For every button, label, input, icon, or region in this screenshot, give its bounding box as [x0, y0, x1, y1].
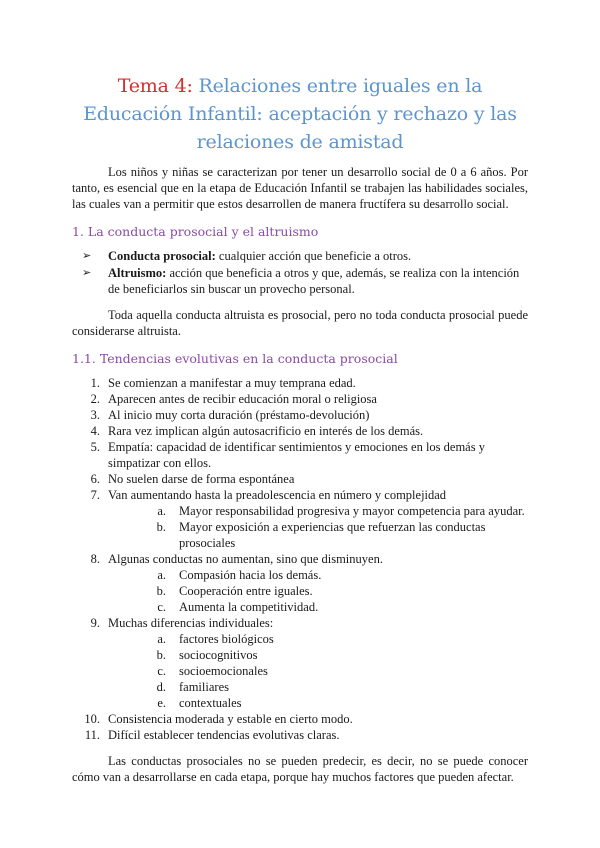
- sub-list: [108, 503, 528, 551]
- item-number: 5.: [90, 440, 100, 454]
- definition-list: [72, 248, 528, 297]
- sub-item-letter: a.: [157, 632, 166, 646]
- item-text: Van aumentando hasta la preadolescencia en número y complejidad: [108, 488, 447, 502]
- item-number: 7.: [90, 488, 100, 502]
- sub-item-text: Compasión hacia los demás.: [179, 568, 322, 582]
- item-text: Se comienzan a manifestar a muy temprana edad.: [108, 376, 356, 390]
- definition: acción que beneficia a otros y que, además, se realiza con la intención de beneficiarlos sin buscar un provecho personal.: [108, 266, 520, 296]
- sub-item-text: Aumenta la competitividad.: [179, 600, 319, 614]
- list-item: [72, 487, 528, 551]
- closing-paragraph: Las conductas prosociales no se pueden predecir, es decir, no se puede conocer cómo van a desarrollarse en cada etapa, porque hay muchos factores que pueden afectar.: [72, 754, 528, 784]
- sub-item-text: Mayor exposición a experiencias que refuerzan las conductas prosociales: [179, 520, 486, 550]
- item-text: Algunas conductas no aumentan, sino que disminuyen.: [108, 552, 383, 566]
- item-number: 6.: [90, 472, 100, 486]
- tendencies-list: [72, 375, 528, 743]
- section-1-paragraph: Toda aquella conducta altruista es prosocial, pero no toda conducta prosocial puede considerarse altruista.: [72, 308, 528, 338]
- sub-item-letter: b.: [156, 648, 166, 662]
- item-text: No suelen darse de forma espontánea: [108, 472, 295, 486]
- section-1-heading: 1. La conducta prosocial y el altruismo: [72, 224, 319, 239]
- page-title: [78, 72, 522, 156]
- sub-item-text: factores biológicos: [179, 632, 274, 646]
- sub-list-item: [108, 583, 528, 599]
- intro-paragraph: Los niños y niñas se caracterizan por tener un desarrollo social de 0 a 6 años. Por tanto, es esencial que en la etapa de Educación Infantil se trabajen las habilidades sociales, las cuales van a permitir que estos desarrollen de manera fructífera su desarrollo social.: [72, 165, 528, 211]
- item-text: Al inicio muy corta duración (préstamo-devolución): [108, 408, 370, 422]
- sub-list: [108, 567, 528, 615]
- sub-item-letter: d.: [156, 680, 166, 694]
- list-item: [72, 423, 528, 439]
- sub-item-letter: c.: [157, 600, 166, 614]
- item-text: Difícil establecer tendencias evolutivas claras.: [108, 728, 340, 742]
- sub-list: [108, 631, 528, 711]
- list-item: [72, 407, 528, 423]
- list-item: [72, 439, 528, 471]
- sub-list-item: [108, 503, 528, 519]
- list-item: [72, 375, 528, 391]
- list-item: [72, 391, 528, 407]
- arrow-bullet-icon: ➢: [82, 250, 92, 262]
- list-item: [72, 615, 528, 711]
- list-item: [72, 265, 528, 297]
- sub-item-letter: c.: [157, 664, 166, 678]
- item-number: 8.: [90, 552, 100, 566]
- sub-list-item: [108, 567, 528, 583]
- sub-item-letter: a.: [157, 504, 166, 518]
- sub-item-text: familiares: [179, 680, 229, 694]
- sub-item-text: Mayor responsabilidad progresiva y mayor competencia para ayudar.: [179, 504, 525, 518]
- definition: cualquier acción que beneficie a otros.: [215, 249, 412, 263]
- term: Conducta prosocial:: [108, 249, 216, 263]
- sub-item-letter: a.: [157, 568, 166, 582]
- item-text: Aparecen antes de recibir educación moral o religiosa: [108, 392, 377, 406]
- item-text: Muchas diferencias individuales:: [108, 616, 274, 630]
- title-prefix: Tema 4:: [117, 75, 193, 97]
- sub-item-letter: b.: [156, 520, 166, 534]
- sub-item-text: sociocognitivos: [179, 648, 258, 662]
- sub-list-item: [108, 695, 528, 711]
- item-number: 4.: [90, 424, 100, 438]
- arrow-bullet-icon: ➢: [82, 267, 92, 279]
- sub-list-item: [108, 679, 528, 695]
- item-number: 2.: [90, 392, 100, 406]
- item-number: 1.: [90, 376, 100, 390]
- sub-item-text: contextuales: [179, 696, 242, 710]
- item-number: 9.: [90, 616, 100, 630]
- item-number: 3.: [90, 408, 100, 422]
- item-text: Rara vez implican algún autosacrificio en interés de los demás.: [108, 424, 424, 438]
- sub-item-text: Cooperación entre iguales.: [179, 584, 313, 598]
- list-item: [72, 551, 528, 615]
- sub-item-letter: b.: [156, 584, 166, 598]
- list-item: [72, 248, 528, 264]
- sub-list-item: [108, 663, 528, 679]
- sub-item-text: socioemocionales: [179, 664, 268, 678]
- sub-list-item: [108, 647, 528, 663]
- sub-list-item: [108, 519, 528, 551]
- section-1-1-heading: 1.1. Tendencias evolutivas en la conducta prosocial: [72, 351, 398, 366]
- item-number: 11.: [84, 728, 100, 742]
- item-text: Empatía: capacidad de identificar sentimientos y emociones en los demás y simpatizar con ellos.: [108, 440, 485, 470]
- list-item: [72, 471, 528, 487]
- sub-list-item: [108, 631, 528, 647]
- sub-list-item: [108, 599, 528, 615]
- title-text: Relaciones entre iguales en la Educación Infantil: aceptación y rechazo y las relaciones de amistad: [83, 75, 517, 153]
- item-number: 10.: [84, 712, 100, 726]
- list-item: [72, 727, 528, 743]
- list-item: [72, 711, 528, 727]
- term: Altruismo:: [108, 266, 167, 280]
- item-text: Consistencia moderada y estable en cierto modo.: [108, 712, 353, 726]
- sub-item-letter: e.: [157, 696, 166, 710]
